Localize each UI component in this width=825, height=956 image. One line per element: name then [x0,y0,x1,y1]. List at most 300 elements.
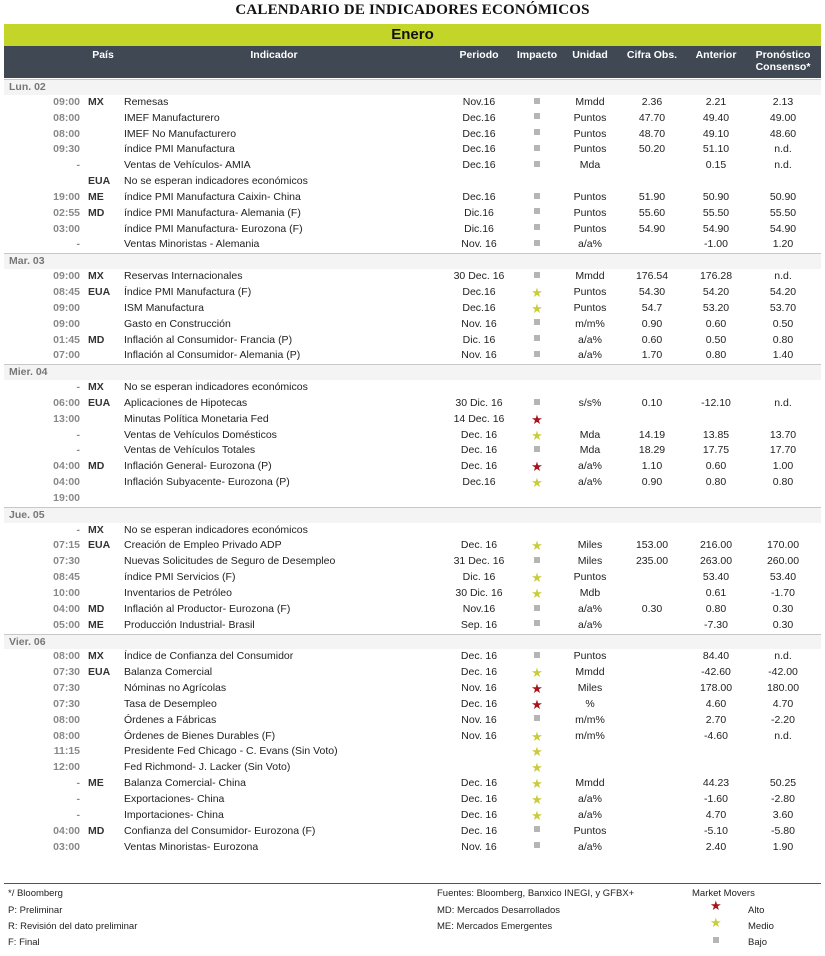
cell-period: Nov. 16 [461,317,497,330]
table-row [4,317,821,333]
cell-forecast: 13.70 [769,428,797,441]
cell-time: 08:00 [53,729,80,742]
cell-time: 04:00 [53,460,80,473]
impact-high-star-icon: ★ [531,681,543,697]
cell-forecast: -1.70 [771,587,795,599]
cell-unit: Mda [579,428,601,441]
cell-period: 31 Dec. 16 [453,555,505,568]
cell-period: Nov. 16 [461,713,497,726]
cell-time: 09:00 [53,270,80,283]
cell-observed: 176.54 [635,270,669,283]
table-row [4,776,821,792]
impact-low-square-icon [517,127,557,143]
cell-unit: Puntos [573,571,607,584]
footer-market-movers: Market Movers [692,888,755,899]
cell-unit: a/a% [578,460,602,473]
impact-medium-star-icon: ★ [531,538,543,554]
cell-previous: -1.60 [704,792,728,805]
cell-previous: 0.80 [705,476,727,489]
cell-time: 09:00 [53,317,80,330]
cell-observed: 0.90 [641,476,663,489]
cell-period: Dec. 16 [460,666,498,679]
legend-high-star-icon: ★ [710,898,722,913]
cell-time: - [76,238,80,251]
cell-indicator: Aplicaciones de Hipotecas [124,396,248,409]
cell-previous: 0.61 [705,587,727,599]
impact-low-square-icon [517,333,557,349]
table-row [4,523,821,539]
cell-indicator: Gasto en Construcción [124,317,231,330]
cell-indicator: Nuevas Solicitudes de Seguro de Desempleo [124,555,336,568]
table-row [4,158,821,174]
cell-observed: 0.10 [641,396,663,409]
cell-indicator: ISM Manufactura [124,301,204,314]
footer-bloomberg: */ Bloomberg [8,888,63,899]
cell-country: EUA [88,666,111,679]
cell-forecast: 17.70 [769,444,797,457]
cell-forecast: -2.20 [771,713,795,726]
cell-period: Dec.16 [462,476,496,489]
impact-low-square-icon [517,618,557,634]
cell-indicator: Presidente Fed Chicago - C. Evans (Sin Voto) [124,745,338,758]
cell-period: Dec.16 [462,190,496,203]
cell-indicator: Índice PMI Manufactura (F) [124,285,252,298]
impact-low-square-icon [517,713,557,729]
footer-me: ME: Mercados Emergentes [437,921,553,932]
cell-forecast: 0.80 [772,333,794,346]
impact-low-square-icon [517,554,557,570]
day-header-row: Lun. 02 [4,79,821,95]
header-prev: Anterior [695,49,737,61]
cell-unit: a/a% [578,792,602,805]
cell-country: ME [88,618,104,631]
cell-indicator: Ventas de Vehículos Totales [124,444,256,457]
cell-previous: 55.50 [702,206,730,219]
cell-forecast: -5.80 [771,824,795,837]
cell-period: Dec. 16 [460,650,498,663]
cell-country: MX [88,523,104,536]
impact-medium-star-icon: ★ [531,284,543,300]
cell-observed: 2.36 [641,95,663,108]
cell-period: Dec.16 [462,285,496,298]
cell-indicator: Remesas [124,95,169,108]
cell-previous: -12.10 [701,396,731,409]
table-row [4,808,821,824]
impact-medium-star-icon: ★ [531,728,543,744]
cell-forecast: 49.00 [769,111,797,124]
cell-country: MD [88,206,105,219]
cell-forecast: 54.90 [769,222,797,235]
impact-medium-star-icon: ★ [531,776,543,792]
cell-previous: 0.60 [705,317,727,330]
month-bar: Enero [4,24,821,46]
impact-low-square-icon [517,840,557,856]
cell-period: Dec.16 [462,111,496,124]
cell-time: 08:00 [53,650,80,663]
impact-low-square-icon [517,317,557,333]
cell-period: Dec. 16 [460,792,498,805]
cell-period: Dec. 16 [460,428,498,441]
cell-previous: -42.60 [701,666,731,679]
cell-unit: a/a% [578,476,602,489]
cell-forecast: 260.00 [766,555,800,568]
footer-md: MD: Mercados Desarrollados [437,905,561,916]
footer-alto: Alto [748,905,765,916]
cell-country: EUA [88,285,111,298]
table-row [4,713,821,729]
impact-medium-star-icon: ★ [531,791,543,807]
impact-low-square-icon [517,824,557,840]
cell-period: Dec. 16 [460,808,498,821]
table-row [4,554,821,570]
impact-medium-star-icon: ★ [531,570,543,586]
table-row [4,127,821,143]
cell-period: 14 Dec. 16 [453,412,505,425]
cell-time: 06:00 [53,396,80,409]
table-row [4,333,821,349]
impact-medium-star-icon: ★ [531,744,543,760]
cell-period: Dic. 16 [462,571,496,584]
cell-unit: m/m% [575,317,605,330]
cell-observed: 1.70 [641,349,663,362]
table-row [4,792,821,808]
cell-forecast: n.d. [774,143,792,156]
cell-observed: 0.60 [641,333,663,346]
cell-unit: Miles [577,682,603,695]
cell-period: 30 Dec. 16 [453,270,505,283]
footer-bajo: Bajo [748,937,768,948]
impact-high-star-icon: ★ [531,696,543,712]
cell-indicator: Inflación al Consumidor- Francia (P) [124,333,293,346]
cell-observed: 153.00 [635,539,669,552]
cell-unit: a/a% [578,808,602,821]
table-row [4,697,821,713]
cell-indicator: índice PMI Manufactura [124,143,235,156]
cell-forecast: 3.60 [772,808,794,821]
cell-forecast: 180.00 [766,682,800,695]
table-row [4,111,821,127]
cell-indicator: índice PMI Manufactura- Alemania (F) [124,206,301,219]
cell-unit: Puntos [573,143,607,156]
cell-indicator: Confianza del Consumidor- Eurozona (F) [124,824,316,837]
cell-time: 02:55 [53,206,80,219]
calendar-table [4,79,821,855]
table-row [4,824,821,840]
cell-indicator: Ventas Minoristas - Alemania [124,238,260,251]
cell-indicator: Ventas Minoristas- Eurozona [124,840,259,853]
cell-unit: Puntos [573,824,607,837]
table-row [4,744,821,760]
cell-unit: a/a% [578,602,602,615]
impact-medium-star-icon: ★ [531,475,543,491]
cell-observed: 50.20 [638,143,666,156]
cell-forecast: -42.00 [768,666,798,679]
cell-unit: a/a% [578,840,602,853]
day-header-row: Mier. 04 [4,364,821,380]
cell-forecast: 0.30 [772,602,794,615]
cell-time: 07:00 [53,349,80,362]
cell-period: Dec.16 [462,301,496,314]
footer-sources: Fuentes: Bloomberg, Banxico INEGI, y GFBX+ [437,888,635,899]
cell-previous: 216.00 [699,539,733,552]
cell-unit: Puntos [573,285,607,298]
cell-unit: Puntos [573,111,607,124]
cell-period: Nov. 16 [461,729,497,742]
table-row [4,396,821,412]
cell-time: - [76,159,80,172]
cell-observed: 14.19 [638,428,666,441]
cell-unit: Puntos [573,222,607,235]
cell-country: EUA [88,539,111,552]
cell-indicator: Tasa de Desempleo [124,697,217,710]
cell-unit: Puntos [573,650,607,663]
cell-time: - [76,444,80,457]
impact-low-square-icon [517,142,557,158]
table-row [4,602,821,618]
cell-unit: Puntos [573,190,607,203]
cell-period: Nov.16 [462,602,496,615]
cell-time: - [76,808,80,821]
table-row [4,443,821,459]
cell-forecast: n.d. [774,650,792,663]
impact-low-square-icon [517,396,557,412]
cell-forecast: 4.70 [772,697,794,710]
cell-forecast: 0.50 [772,317,794,330]
cell-previous: 4.60 [705,697,727,710]
cell-observed: 0.90 [641,317,663,330]
cell-indicator: Inventarios de Petróleo [124,587,232,599]
table-row [4,285,821,301]
cell-unit: Miles [577,539,603,552]
table-row [4,570,821,586]
cell-time: 03:00 [53,222,80,235]
header-impact: Impacto [516,49,558,61]
cell-time: 13:00 [53,412,80,425]
cell-country: EUA [88,175,111,188]
cell-indicator: índice PMI Manufactura Caixin- China [124,190,301,203]
impact-medium-star-icon: ★ [531,586,543,601]
cell-period: Dic.16 [464,206,494,219]
header-obs: Cifra Obs. [626,49,678,61]
cell-forecast: 50.90 [769,190,797,203]
cell-previous: 178.00 [699,682,733,695]
cell-indicator: Reservas Internacionales [124,270,243,283]
cell-observed: 47.70 [638,111,666,124]
impact-low-square-icon [517,111,557,127]
cell-forecast: 53.70 [769,301,797,314]
cell-time: 19:00 [53,190,80,203]
table-row [4,538,821,554]
cell-previous: 2.40 [705,840,727,853]
cell-period: Dic. 16 [462,333,496,346]
impact-medium-star-icon: ★ [531,300,543,316]
impact-low-square-icon [517,237,557,253]
cell-period: Dec. 16 [460,824,498,837]
cell-country: MD [88,824,105,837]
cell-indicator: IMEF Manufacturero [124,111,220,124]
cell-time: 07:30 [53,682,80,695]
table-row [4,760,821,776]
cell-period: 30 Dic. 16 [455,396,503,409]
cell-observed: 51.90 [638,190,666,203]
cell-previous: -5.10 [704,824,728,837]
cell-time: 08:00 [53,111,80,124]
cell-time: 09:00 [53,95,80,108]
cell-time: 07:30 [53,697,80,710]
cell-previous: 51.10 [702,143,730,156]
cell-time: 01:45 [53,333,80,346]
cell-period: Dec. 16 [460,444,498,457]
header-indicator: Indicador [250,49,298,61]
footer-final: F: Final [8,937,40,948]
cell-indicator: No se esperan indicadores económicos [124,523,308,536]
cell-indicator: Minutas Política Monetaria Fed [124,412,269,425]
cell-indicator: IMEF No Manufacturero [124,127,237,140]
cell-country: MD [88,602,105,615]
cell-unit: s/s% [578,396,602,409]
cell-indicator: Inflación al Consumidor- Alemania (P) [124,349,301,362]
cell-previous: -7.30 [704,618,728,631]
impact-high-star-icon: ★ [531,411,543,427]
cell-time: - [76,523,80,536]
table-row [4,681,821,697]
table-row [4,95,821,111]
table-row [4,665,821,681]
cell-indicator: Balanza Comercial- China [124,777,246,790]
cell-time: 04:00 [53,602,80,615]
table-row [4,380,821,396]
cell-previous: -1.00 [704,238,728,251]
cell-unit: Puntos [573,301,607,314]
cell-forecast: 54.20 [769,285,797,298]
impact-low-square-icon [517,158,557,174]
cell-time: - [76,792,80,805]
cell-previous: 0.50 [705,333,727,346]
cell-time: 04:00 [53,824,80,837]
cell-time: 08:45 [53,571,80,584]
cell-forecast: 170.00 [766,539,800,552]
cell-unit: Mda [579,444,601,457]
cell-time: 08:00 [53,127,80,140]
cell-observed: 18.29 [638,444,666,457]
cell-indicator: Órdenes a Fábricas [124,713,217,726]
impact-medium-star-icon: ★ [531,427,543,443]
day-header-row: Mar. 03 [4,253,821,269]
table-row [4,729,821,745]
cell-forecast: 53.40 [769,571,797,584]
cell-forecast: 1.90 [772,840,794,853]
cell-unit: % [585,697,595,710]
cell-period: 30 Dic. 16 [455,587,503,599]
cell-forecast: 48.60 [769,127,797,140]
cell-indicator: Índice de Confianza del Consumidor [124,650,294,663]
header-period: Periodo [459,49,499,61]
table-row [4,840,821,856]
impact-low-square-icon [517,649,557,665]
footer-preliminar: P: Preliminar [8,905,63,916]
impact-low-square-icon [517,443,557,459]
cell-forecast: -2.80 [771,792,795,805]
header-forecast-line1: Pronóstico [755,49,811,61]
cell-country: MD [88,333,105,346]
cell-previous: 17.75 [702,444,730,457]
impact-low-square-icon [517,269,557,285]
cell-observed: 0.30 [641,602,663,615]
cell-unit: Puntos [573,127,607,140]
table-row [4,190,821,206]
impact-low-square-icon [517,602,557,618]
cell-indicator: Importaciones- China [124,808,224,821]
cell-previous: -4.60 [704,729,728,742]
cell-forecast: 1.00 [772,460,794,473]
cell-unit: m/m% [575,729,605,742]
cell-previous: 13.85 [702,428,730,441]
cell-observed: 1.10 [641,460,663,473]
cell-period: Dec. 16 [460,777,498,790]
cell-forecast: 55.50 [769,206,797,219]
footer-revision: R: Revisión del dato preliminar [8,921,138,932]
cell-indicator: Fed Richmond- J. Lacker (Sin Voto) [124,761,291,774]
cell-period: Nov. 16 [461,840,497,853]
legend-medium-star-icon: ★ [710,915,722,930]
header-unit: Unidad [572,49,608,61]
cell-indicator: Ventas de Vehículos Domésticos [124,428,277,441]
cell-previous: 176.28 [699,270,733,283]
cell-previous: 0.80 [705,602,727,615]
cell-country: MD [88,460,105,473]
cell-indicator: Inflación General- Eurozona (P) [124,460,272,473]
cell-country: MX [88,95,104,108]
cell-forecast: 50.25 [769,777,797,790]
table-row [4,142,821,158]
cell-unit: Mmdd [575,666,605,679]
cell-time: 08:00 [53,713,80,726]
cell-indicator: Nóminas no Agrícolas [124,682,227,695]
table-header [4,46,821,78]
cell-country: ME [88,777,104,790]
cell-unit: a/a% [578,333,602,346]
cell-period: Nov. 16 [461,238,497,251]
impact-low-square-icon [517,206,557,222]
cell-forecast: n.d. [774,729,792,742]
cell-indicator: No se esperan indicadores económicos [124,175,308,188]
table-row [4,491,821,507]
cell-period: Nov. 16 [461,349,497,362]
cell-forecast: 0.30 [772,618,794,631]
cell-forecast: 0.80 [772,476,794,489]
table-row [4,222,821,238]
table-row [4,586,821,602]
table-row [4,348,821,364]
table-row [4,412,821,428]
table-row [4,206,821,222]
cell-forecast: 1.40 [772,349,794,362]
table-row [4,269,821,285]
cell-observed: 235.00 [635,555,669,568]
cell-country: MX [88,650,104,663]
cell-unit: m/m% [575,713,605,726]
legend-low-square-icon [713,937,719,943]
cell-unit: Mdb [579,587,601,599]
table-row [4,475,821,491]
cell-previous: 49.40 [702,111,730,124]
cell-previous: 263.00 [699,555,733,568]
cell-previous: 44.23 [702,777,730,790]
cell-time: 03:00 [53,840,80,853]
cell-indicator: Creación de Empleo Privado ADP [124,539,282,552]
impact-low-square-icon [517,348,557,364]
cell-indicator: Inflación Subyacente- Eurozona (P) [124,476,290,489]
